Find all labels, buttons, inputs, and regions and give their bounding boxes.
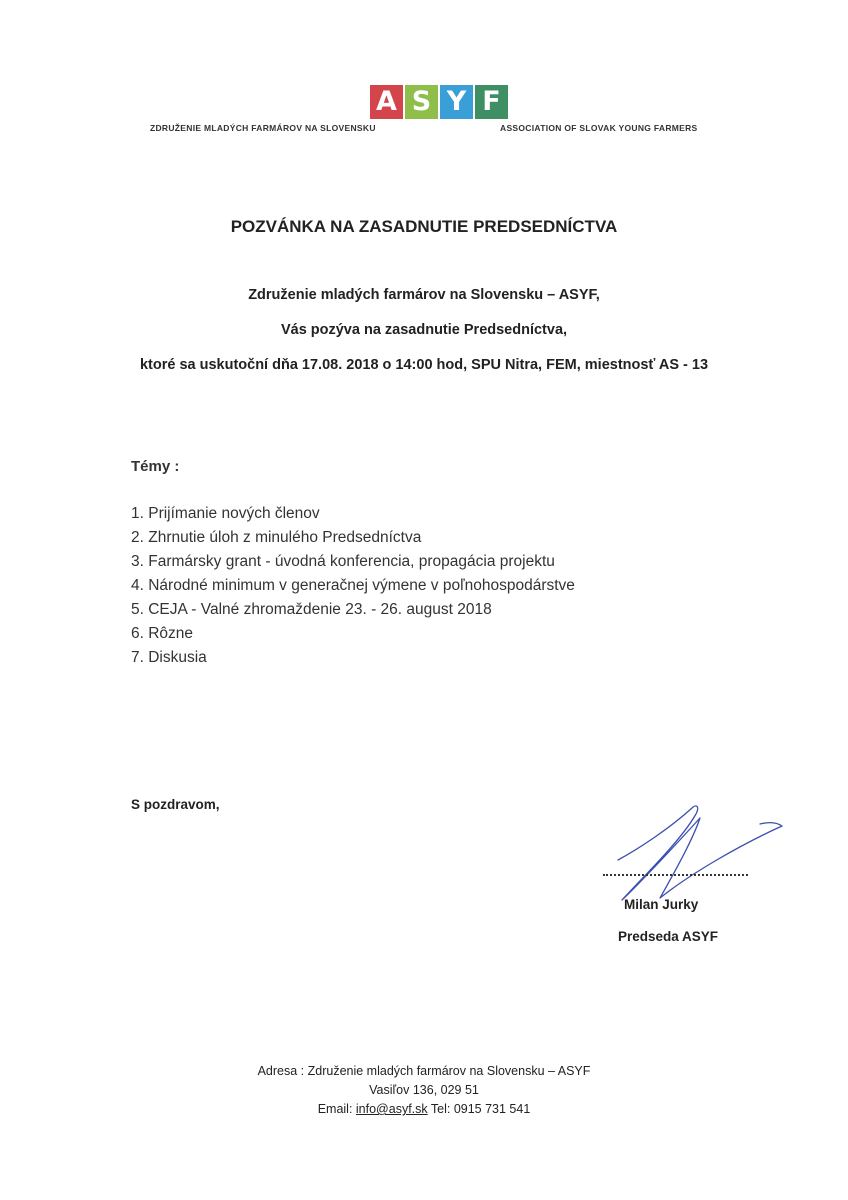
topics-heading: Témy : bbox=[131, 458, 180, 475]
topics-list bbox=[131, 502, 575, 670]
email-link[interactable]: info@asyf.sk bbox=[355, 1102, 428, 1116]
asyf-logo bbox=[370, 85, 508, 119]
footer-address: Adresa : Združenie mladých farmárov na Slovensku – ASYF bbox=[257, 1064, 591, 1078]
intro-line-date-place: ktoré sa uskutoční dňa 17.08. 2018 o 14:00 hod, SPU Nitra, FEM, miestnosť AS - 13 bbox=[139, 357, 709, 373]
footer-city: Vasiľov 136, 029 51 bbox=[369, 1083, 479, 1097]
list-item: 2. Zhrnutie úloh z minulého Predsedníctva bbox=[131, 529, 422, 546]
logo-letter-f: F bbox=[475, 85, 508, 119]
list-item: 6. Rôzne bbox=[131, 625, 194, 642]
intro-line-organization: Združenie mladých farmárov na Slovensku – ASYF, bbox=[248, 287, 600, 303]
greeting: S pozdravom, bbox=[131, 797, 220, 812]
signature-line bbox=[603, 874, 748, 876]
document-title: POZVÁNKA NA ZASADNUTIE PREDSEDNÍCTVA bbox=[230, 217, 618, 236]
footer-phone: Tel: 0915 731 541 bbox=[427, 1102, 531, 1116]
footer-contact bbox=[0, 1102, 848, 1116]
footer-email-label: Email: bbox=[317, 1102, 356, 1116]
intro-line-invitation: Vás pozýva na zasadnutie Predsedníctva, bbox=[280, 322, 568, 338]
list-item: 3. Farmársky grant - úvodná konferencia, propagácia projektu bbox=[131, 553, 555, 570]
list-item: 7. Diskusia bbox=[131, 649, 207, 666]
logo-letter-a: A bbox=[370, 85, 403, 119]
logo-letter-s: S bbox=[405, 85, 438, 119]
list-item: 5. CEJA - Valné zhromaždenie 23. - 26. august 2018 bbox=[131, 601, 492, 618]
handwritten-signature bbox=[600, 800, 790, 910]
list-item: 1. Prijímanie nových členov bbox=[131, 505, 320, 522]
org-name-slovak: ZDRUŽENIE MLADÝCH FARMÁROV NA SLOVENSKU bbox=[150, 123, 376, 133]
signer-role: Predseda ASYF bbox=[618, 929, 719, 944]
org-name-english: ASSOCIATION OF SLOVAK YOUNG FARMERS bbox=[500, 123, 698, 133]
signer-name: Milan Jurky bbox=[624, 897, 699, 912]
logo-letter-y: Y bbox=[440, 85, 473, 119]
list-item: 4. Národné minimum v generačnej výmene v poľnohospodárstve bbox=[131, 577, 575, 594]
